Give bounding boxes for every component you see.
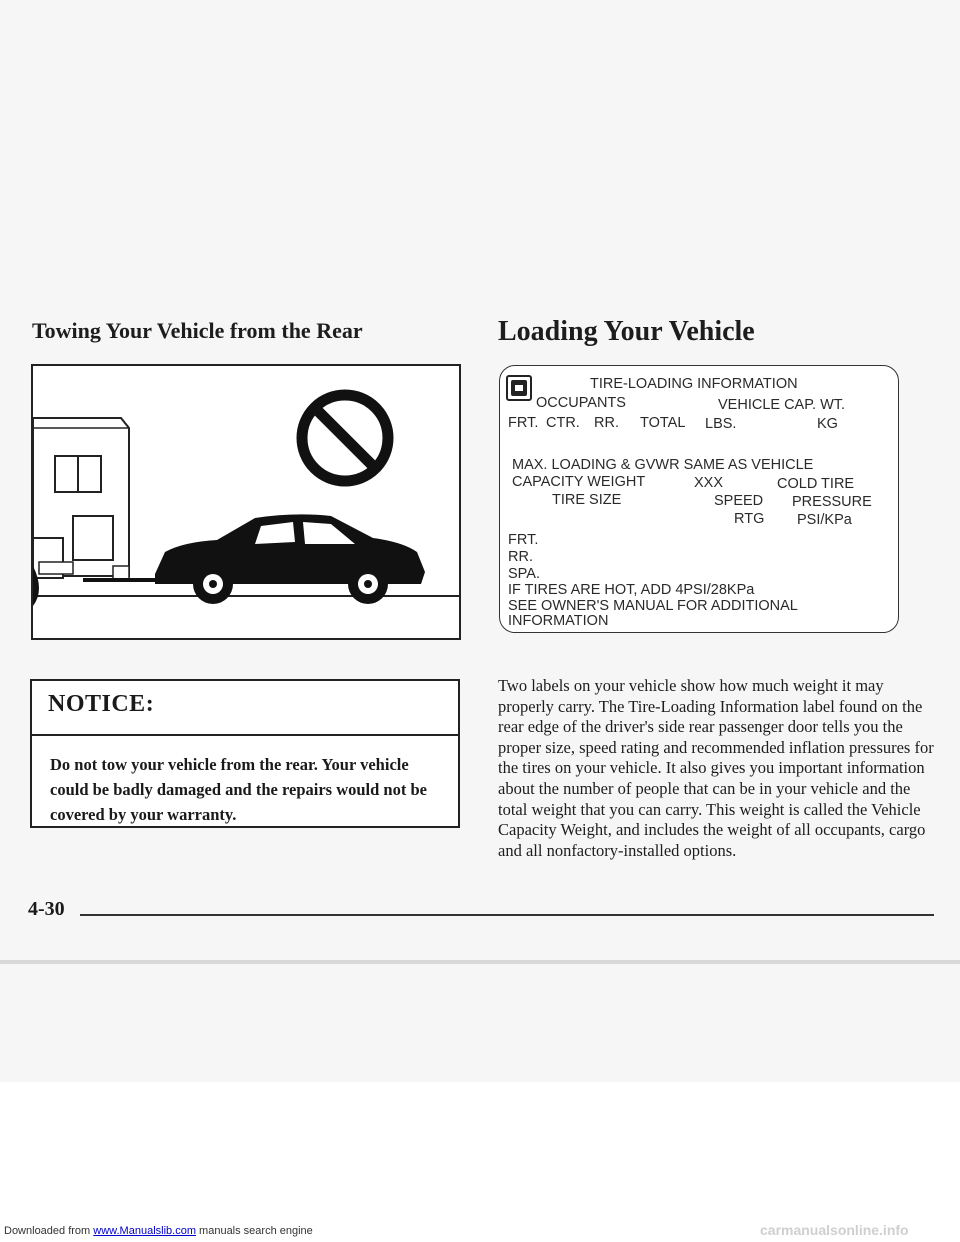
towing-illustration <box>31 364 461 640</box>
label-max-loading: MAX. LOADING & GVWR SAME AS VEHICLE <box>512 457 814 473</box>
label-cold-tire: COLD TIRE <box>777 476 855 492</box>
banner-prefix: Downloaded from <box>4 1225 91 1237</box>
label-tire-size: TIRE SIZE <box>552 492 622 508</box>
notice-heading: NOTICE: <box>32 681 458 736</box>
footer-rule <box>80 914 934 916</box>
label-frt: FRT. <box>508 415 539 431</box>
label-kg: KG <box>817 416 838 432</box>
car-icon <box>155 514 425 604</box>
watermark: carmanualsonline.info <box>760 1222 909 1238</box>
label-rr-row: RR. <box>508 549 533 565</box>
label-speed: SPEED <box>714 493 764 509</box>
label-title: TIRE-LOADING INFORMATION <box>590 376 798 392</box>
label-ctr: CTR. <box>546 415 580 431</box>
notice-body: Do not tow your vehicle from the rear. Your vehicle could be badly damaged and the repairs would not be covered by your warranty. <box>50 755 427 824</box>
label-information: INFORMATION <box>508 613 609 629</box>
label-rr: RR. <box>594 415 619 431</box>
label-pressure: PRESSURE <box>792 494 872 510</box>
prohibition-icon <box>302 395 388 481</box>
label-frt-row: FRT. <box>508 532 539 548</box>
label-hot-tires: IF TIRES ARE HOT, ADD 4PSI/28KPa <box>508 582 755 598</box>
label-capacity-weight: CAPACITY WEIGHT <box>512 474 646 490</box>
download-banner <box>4 1225 313 1237</box>
label-xxx: XXX <box>694 475 724 491</box>
towing-section-title: Towing Your Vehicle from the Rear <box>32 318 363 343</box>
label-lbs: LBS. <box>705 416 737 432</box>
label-vehicle-cap: VEHICLE CAP. WT. <box>718 397 846 413</box>
gm-logo-icon <box>506 375 532 401</box>
footer-strip <box>0 960 960 964</box>
label-psi-kpa: PSI/KPa <box>797 512 852 528</box>
tire-loading-label <box>499 365 899 633</box>
manualslib-link[interactable]: www.Manualslib.com <box>93 1225 196 1237</box>
banner-suffix: manuals search engine <box>199 1225 313 1237</box>
page-number: 4-30 <box>28 898 65 920</box>
loading-section-title: Loading Your Vehicle <box>498 316 755 347</box>
label-rtg: RTG <box>734 511 765 527</box>
towing-illustration-svg <box>33 366 459 638</box>
label-occupants: OCCUPANTS <box>536 395 626 411</box>
label-spa-row: SPA. <box>508 566 540 582</box>
notice-box <box>30 679 460 828</box>
label-total: TOTAL <box>640 415 686 431</box>
loading-body-text: Two labels on your vehicle show how much weight it may properly carry. The Tire-Loading Information label found on the rear edge of the driver's side rear passenger door tells you the proper size, speed rating and recommended inflation pressures for the tires on your vehicle. It also gives you important information about the number of people that can be in your vehicle and the total weight that you can carry. This weight is called the Vehicle Capacity Weight, and includes the weight of all occupants, cargo and all nonfactory-installed options. <box>498 676 934 860</box>
label-see-manual: SEE OWNER'S MANUAL FOR ADDITIONAL <box>508 598 798 614</box>
